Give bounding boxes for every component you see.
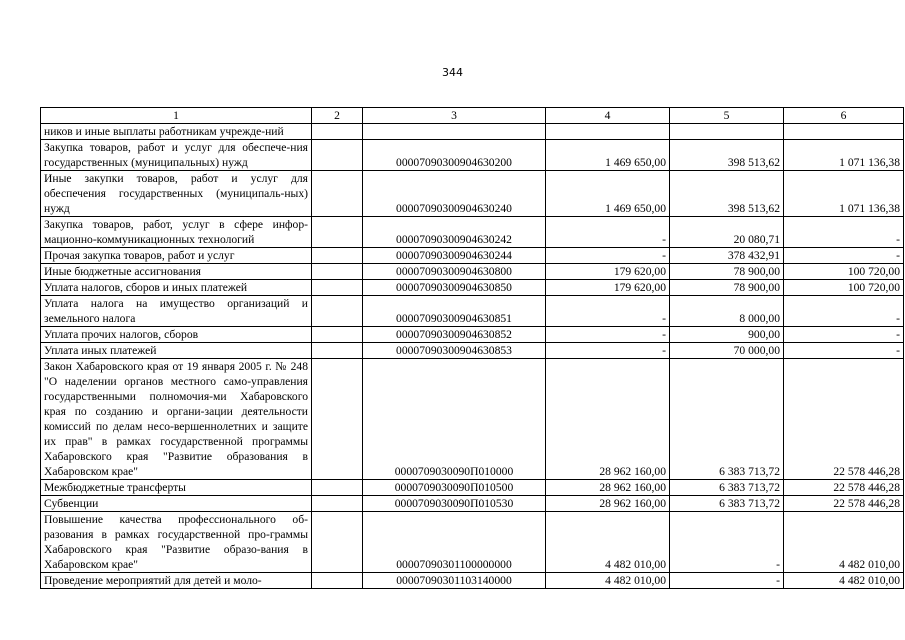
row-value6-cell: -: [784, 217, 904, 248]
row-name-cell: ников и иные выплаты работникам учрежде-ний: [41, 124, 312, 140]
row-value5-cell: 78 900,00: [670, 264, 784, 280]
row-col2-cell: [312, 296, 363, 327]
row-col2-cell: [312, 480, 363, 496]
row-value6-cell: -: [784, 248, 904, 264]
row-value6-cell: -: [784, 327, 904, 343]
row-value6-cell: 22 578 446,28: [784, 480, 904, 496]
row-value4-cell: 28 962 160,00: [546, 359, 670, 480]
row-value5-cell: -: [670, 573, 784, 589]
row-col2-cell: [312, 327, 363, 343]
row-value5-cell: 6 383 713,72: [670, 480, 784, 496]
table-row: [41, 171, 904, 217]
table-row: [41, 573, 904, 589]
column-header-1: 1: [41, 108, 312, 124]
row-name-cell: Субвенции: [41, 496, 312, 512]
row-name-cell: Прочая закупка товаров, работ и услуг: [41, 248, 312, 264]
row-value5-cell: 398 513,62: [670, 140, 784, 171]
row-name-cell: Закупка товаров, работ, услуг в сфере инфор-мационно-коммуникационных технологий: [41, 217, 312, 248]
row-value4-cell: -: [546, 327, 670, 343]
row-name-cell: Иные закупки товаров, работ и услуг для обеспечения государственных (муниципаль-ных) нужд: [41, 171, 312, 217]
row-value5-cell: 70 000,00: [670, 343, 784, 359]
row-value4-cell: -: [546, 217, 670, 248]
row-value5-cell: -: [670, 512, 784, 573]
row-value5-cell: 378 432,91: [670, 248, 784, 264]
row-name-cell: Закон Хабаровского края от 19 января 2005 г. № 248 "О наделении органов местного само-управления государственными полномочия-ми Хабаровского края по созданию и органи-зации деятельности комиссий по делам несо-вершеннолетних и защите их прав" в рамках государственной программы Хабаровского края "Развитие образования в Хабаровском крае": [41, 359, 312, 480]
table-row: [41, 480, 904, 496]
row-value6-cell: 1 071 136,38: [784, 171, 904, 217]
row-code-cell: 00007090300904630244: [363, 248, 546, 264]
row-name-cell: Иные бюджетные ассигнования: [41, 264, 312, 280]
row-value6-cell: 4 482 010,00: [784, 512, 904, 573]
table-row: [41, 496, 904, 512]
row-code-cell: 00007090300904630240: [363, 171, 546, 217]
row-value4-cell: 179 620,00: [546, 264, 670, 280]
table-header-row: [41, 108, 904, 124]
budget-table: [40, 107, 904, 589]
row-value4-cell: 1 469 650,00: [546, 140, 670, 171]
row-name-cell: Уплата налогов, сборов и иных платежей: [41, 280, 312, 296]
row-code-cell: 00007090301103140000: [363, 573, 546, 589]
row-value4-cell: -: [546, 343, 670, 359]
row-code-cell: [363, 124, 546, 140]
row-code-cell: 00007090300904630852: [363, 327, 546, 343]
row-value5-cell: 6 383 713,72: [670, 496, 784, 512]
table-row: [41, 512, 904, 573]
row-value5-cell: 398 513,62: [670, 171, 784, 217]
table-row: [41, 327, 904, 343]
row-col2-cell: [312, 280, 363, 296]
column-header-4: 4: [546, 108, 670, 124]
row-code-cell: 0000709030090П010500: [363, 480, 546, 496]
row-value4-cell: 4 482 010,00: [546, 573, 670, 589]
table-row: [41, 140, 904, 171]
row-code-cell: 0000709030090П010530: [363, 496, 546, 512]
row-value5-cell: [670, 124, 784, 140]
row-value5-cell: 6 383 713,72: [670, 359, 784, 480]
row-value6-cell: 4 482 010,00: [784, 573, 904, 589]
row-value6-cell: [784, 124, 904, 140]
row-name-cell: Уплата прочих налогов, сборов: [41, 327, 312, 343]
table-row: [41, 124, 904, 140]
row-code-cell: 0000709030090П010000: [363, 359, 546, 480]
row-code-cell: 00007090300904630242: [363, 217, 546, 248]
column-header-2: 2: [312, 108, 363, 124]
row-value4-cell: 1 469 650,00: [546, 171, 670, 217]
column-header-3: 3: [363, 108, 546, 124]
row-value4-cell: [546, 124, 670, 140]
table-body: [41, 124, 904, 589]
row-value5-cell: 8 000,00: [670, 296, 784, 327]
row-col2-cell: [312, 217, 363, 248]
row-col2-cell: [312, 496, 363, 512]
row-code-cell: 00007090300904630850: [363, 280, 546, 296]
row-value4-cell: 179 620,00: [546, 280, 670, 296]
column-header-6: 6: [784, 108, 904, 124]
row-col2-cell: [312, 512, 363, 573]
row-col2-cell: [312, 343, 363, 359]
row-value5-cell: 20 080,71: [670, 217, 784, 248]
table-row: [41, 248, 904, 264]
row-value6-cell: -: [784, 343, 904, 359]
table-row: [41, 280, 904, 296]
row-col2-cell: [312, 264, 363, 280]
table-row: [41, 296, 904, 327]
row-col2-cell: [312, 171, 363, 217]
row-value4-cell: 28 962 160,00: [546, 480, 670, 496]
row-col2-cell: [312, 359, 363, 480]
row-code-cell: 00007090300904630851: [363, 296, 546, 327]
row-col2-cell: [312, 124, 363, 140]
row-name-cell: Уплата иных платежей: [41, 343, 312, 359]
row-value4-cell: 28 962 160,00: [546, 496, 670, 512]
row-code-cell: 00007090301100000000: [363, 512, 546, 573]
row-col2-cell: [312, 573, 363, 589]
row-value6-cell: 100 720,00: [784, 280, 904, 296]
row-col2-cell: [312, 248, 363, 264]
row-value4-cell: -: [546, 248, 670, 264]
row-value6-cell: -: [784, 296, 904, 327]
row-code-cell: 00007090300904630853: [363, 343, 546, 359]
row-name-cell: Закупка товаров, работ и услуг для обеспече-ния государственных (муниципальных) нужд: [41, 140, 312, 171]
row-code-cell: 00007090300904630200: [363, 140, 546, 171]
row-name-cell: Повышение качества профессионального об-разования в рамках государственной про-граммы Хабаровского края "Развитие образо-вания в Хабаровском крае": [41, 512, 312, 573]
table-row: [41, 217, 904, 248]
row-value5-cell: 78 900,00: [670, 280, 784, 296]
table-row: [41, 264, 904, 280]
row-name-cell: Проведение мероприятий для детей и моло-: [41, 573, 312, 589]
row-value5-cell: 900,00: [670, 327, 784, 343]
row-value6-cell: 22 578 446,28: [784, 359, 904, 480]
row-name-cell: Межбюджетные трансферты: [41, 480, 312, 496]
row-value6-cell: 100 720,00: [784, 264, 904, 280]
row-value6-cell: 1 071 136,38: [784, 140, 904, 171]
row-code-cell: 00007090300904630800: [363, 264, 546, 280]
row-value4-cell: 4 482 010,00: [546, 512, 670, 573]
row-col2-cell: [312, 140, 363, 171]
row-value6-cell: 22 578 446,28: [784, 496, 904, 512]
page-number: 344: [442, 66, 463, 79]
table-row: [41, 343, 904, 359]
column-header-5: 5: [670, 108, 784, 124]
row-name-cell: Уплата налога на имущество организаций и земельного налога: [41, 296, 312, 327]
row-value4-cell: -: [546, 296, 670, 327]
table-row: [41, 359, 904, 480]
